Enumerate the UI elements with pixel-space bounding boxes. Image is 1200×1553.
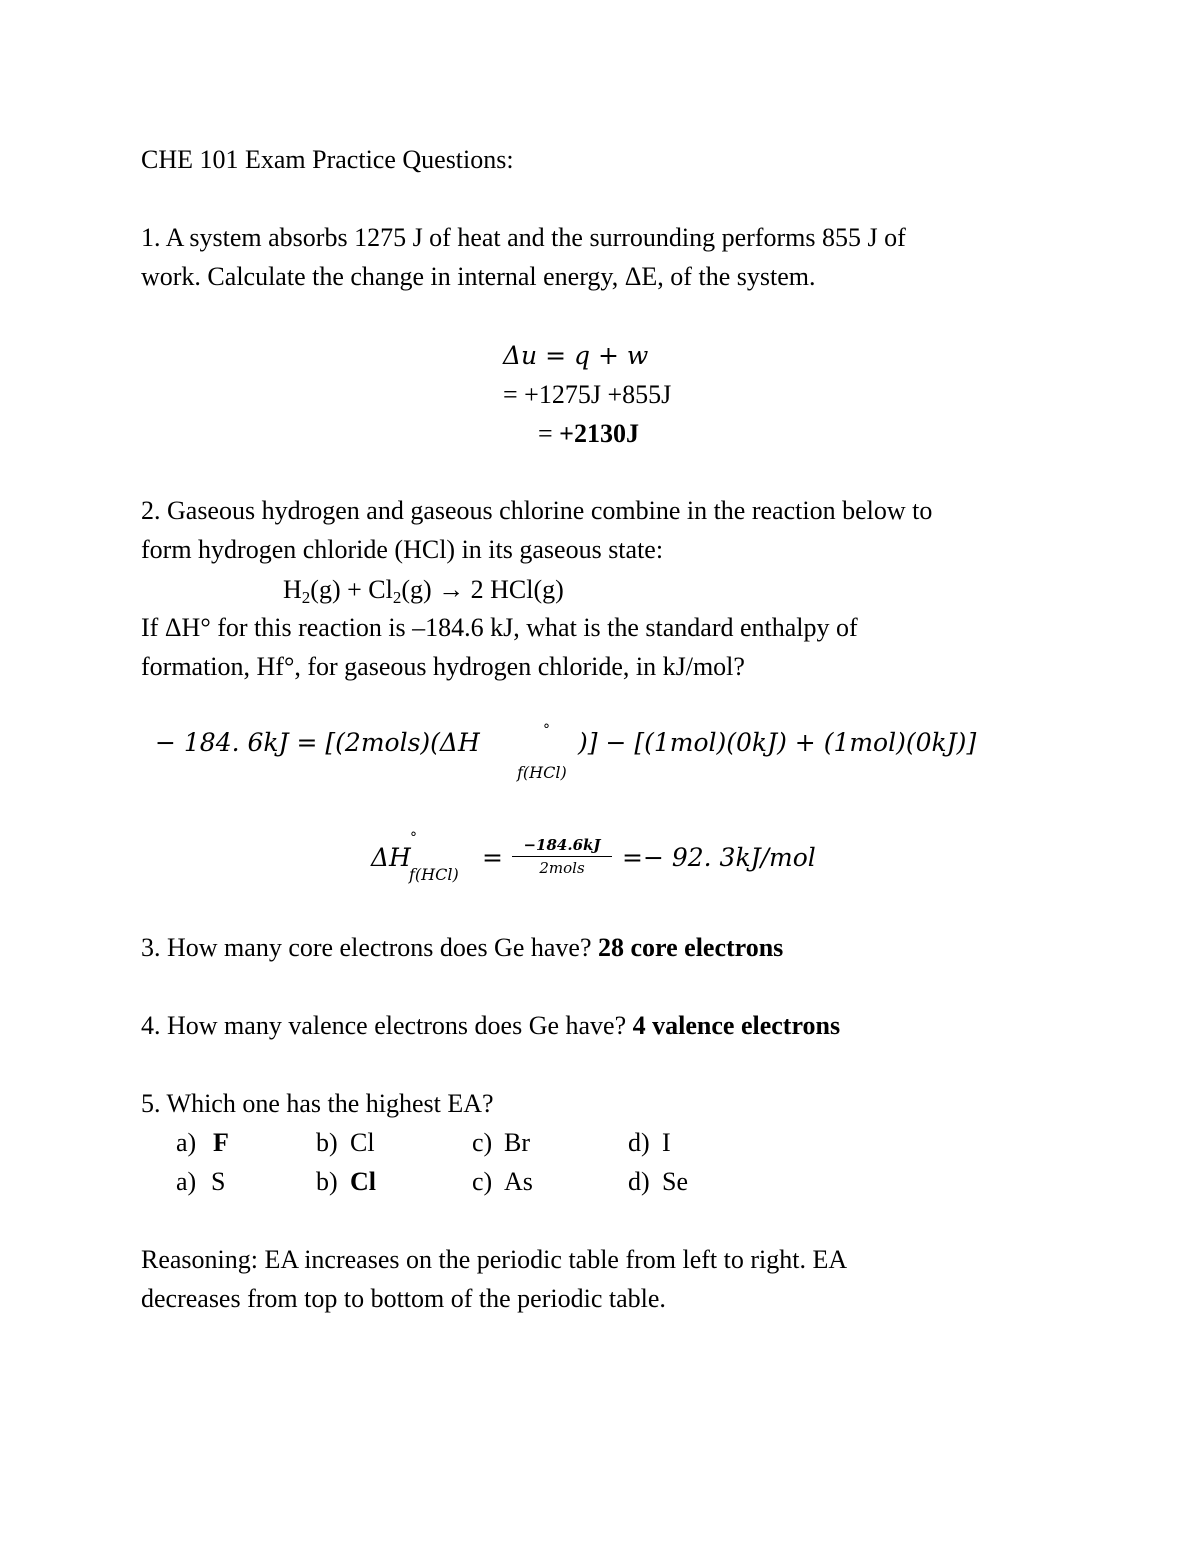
- option-label: b): [316, 1128, 338, 1157]
- option-label: a): [176, 1128, 197, 1157]
- q2-result-subscript: f(HCl): [409, 865, 459, 884]
- option-value: As: [504, 1167, 533, 1196]
- q2-line2: form hydrogen chloride (HCl) in its gaseous state:: [141, 535, 664, 564]
- q3-question: 3. How many core electrons does Ge have?: [141, 933, 598, 962]
- q2-result-equals: =: [482, 843, 503, 872]
- option-value: Br: [504, 1128, 530, 1157]
- option-label: a): [176, 1167, 197, 1196]
- document-title: CHE 101 Exam Practice Questions:: [141, 145, 514, 174]
- q3: [141, 928, 783, 967]
- q2-result-degree: °: [410, 830, 417, 846]
- option-label: b): [316, 1167, 338, 1196]
- q3-answer: 28 core electrons: [598, 933, 784, 962]
- q4-answer: 4 valence electrons: [632, 1011, 841, 1040]
- q2-line1: 2. Gaseous hydrogen and gaseous chlorine combine in the reaction below to: [141, 496, 933, 525]
- fraction-numerator: −184.6kJ: [512, 836, 612, 857]
- option-value: Se: [662, 1167, 688, 1196]
- q4-question: 4. How many valence electrons does Ge have?: [141, 1011, 633, 1040]
- q1-line1: 1. A system absorbs 1275 J of heat and the surrounding performs 855 J of: [141, 223, 906, 252]
- option-label: d): [628, 1128, 650, 1157]
- reasoning-line2: decreases from top to bottom of the periodic table.: [141, 1284, 666, 1313]
- option-label: c): [472, 1167, 493, 1196]
- q2-result-fraction: [512, 836, 612, 877]
- option-value: F: [213, 1128, 229, 1157]
- q2-calc-degree: °: [543, 722, 550, 738]
- q1-answer: +2130J: [559, 419, 639, 448]
- q2-reaction: $H_2(g) + Cl_2(g) \to 2$ HCl(g): [283, 575, 564, 607]
- option-value: S: [211, 1167, 226, 1196]
- q2-calc-right: )] − [(1mol)(0kJ) + (1mol)(0kJ)]: [578, 728, 977, 757]
- q2-result-dh: ΔH: [371, 843, 411, 872]
- option-label: d): [628, 1167, 650, 1196]
- q1-result: [538, 414, 639, 453]
- q2-calc-subscript: f(HCl): [517, 763, 567, 782]
- q1-line2: work. Calculate the change in internal energy, ΔE, of the system.: [141, 262, 816, 291]
- q1-equation: Δu = q + w: [503, 341, 649, 370]
- fraction-denominator: 2mols: [539, 859, 585, 877]
- q1-substitution: = +1275J +855J: [503, 380, 672, 409]
- option-value: I: [662, 1128, 671, 1157]
- q1-result-prefix: =: [538, 419, 560, 448]
- option-value: Cl: [350, 1167, 376, 1196]
- option-value: Cl: [350, 1128, 375, 1157]
- q2-calc-left: − 184. 6kJ = [(2mols)(ΔH: [155, 728, 480, 757]
- q2-line4: formation, Hf°, for gaseous hydrogen chloride, in kJ/mol?: [141, 652, 745, 681]
- q2-line3: If ΔH° for this reaction is –184.6 kJ, what is the standard enthalpy of: [141, 613, 858, 642]
- option-label: c): [472, 1128, 493, 1157]
- reasoning-line1: Reasoning: EA increases on the periodic table from left to right. EA: [141, 1245, 848, 1274]
- q4: [141, 1006, 840, 1045]
- q2-answer: =− 92. 3kJ/mol: [622, 843, 816, 872]
- q5-question: 5. Which one has the highest EA?: [141, 1089, 494, 1118]
